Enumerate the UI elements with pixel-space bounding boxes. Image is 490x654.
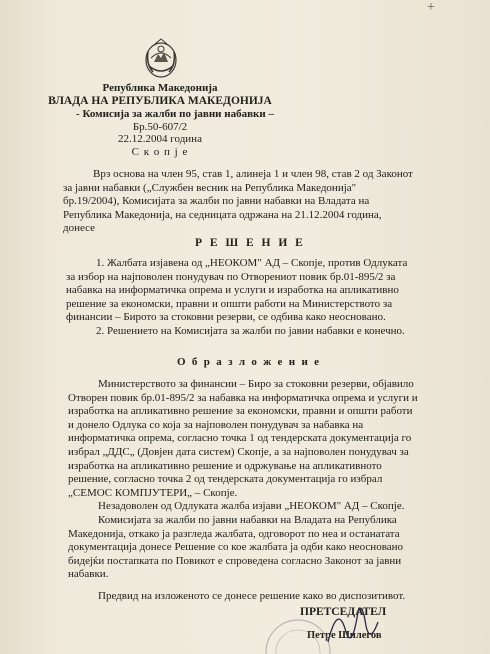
decision-line: набавка на информатичка опрема и услуги и изработка на апликативно [66, 284, 399, 297]
decision-line: 1. Жалбата изјавена од „НЕОКОМ" АД – Скопје, против Одлуката [96, 257, 408, 269]
reasoning-line: и донело Одлука со која за најповолен понудувач за набавка на [68, 418, 364, 431]
reasoning-title: О б р а з л о ж е н и е [177, 356, 321, 368]
reasoning-line: изработка на апликативно решение за економски, правни и општи работи [68, 405, 413, 418]
reasoning-paragraph [68, 378, 426, 582]
decision-line: за избор на најповолен понудувач по Отворениот повик бр.01-895/2 за [66, 270, 396, 283]
closing-line: Предвид на изложеното се донесе решение како во диспозитивот. [98, 590, 406, 602]
reasoning-line: Министерството за финансии – Биро за стоковни резерви, објавило [98, 378, 414, 390]
signature-title: ПРЕТСЕДАТЕЛ [300, 606, 387, 618]
reasoning-line: избрал „ДДС„ (Довјен дата систем) Скопје, а за најповолен понудувач за [68, 445, 409, 458]
intro-line: донесе [63, 222, 96, 235]
intro-line: Република Македонија, на седницата одржана на 21.12.2004 година, [63, 208, 382, 221]
header-republic: Република Македонија [102, 82, 218, 94]
intro-line: Врз основа на член 95, став 1, алинеја 1 и член 98, став 2 од Законот [93, 168, 413, 180]
header-city: С к о п ј е [131, 146, 189, 158]
reasoning-line: изработка на апликативно решение и одржување на апликативното [68, 459, 382, 472]
reasoning-line: Македонија, откако ја разгледа жалбата, одговорот по неа и останатата [68, 527, 400, 540]
decision-paragraph [66, 257, 424, 339]
decision-line: решение за економски, правни и општи работи на Министерството за [66, 297, 393, 310]
corner-mark: + [427, 0, 435, 15]
handwritten-signature-icon [318, 592, 388, 652]
header-date: 22.12.2004 година [118, 133, 202, 145]
reasoning-line: решение, согласно точка 2 од тендерската документација го избрал [68, 473, 383, 486]
intro-paragraph [63, 168, 421, 236]
intro-line: за јавни набавки („Службен весник на Република Македонија" [63, 181, 357, 194]
reasoning-line: „СЕМОС КОМПЈУТЕРИ„ – Скопје. [68, 486, 238, 499]
reasoning-line: набавки. [68, 568, 109, 581]
reasoning-line: Незадоволен од Одлуката жалба изјави „НЕОКОМ" АД – Скопје. [98, 500, 405, 513]
reasoning-line: бидејќи постапката по Повикот е спроведена согласно Законот за јавни [68, 554, 402, 567]
reasoning-line: документација донесе Решение со кое жалбата ја одби како неосновано [68, 541, 404, 554]
signature-name: Петре Шилегов [307, 630, 382, 641]
decision-line: 2. Решението на Комисијата за жалби по јавни набавки е конечно. [96, 324, 405, 337]
reasoning-line: Комисијата за жалби по јавни набавки на Владата на Република [98, 513, 397, 526]
header-government: ВЛАДА НА РЕПУБЛИКА МАКЕДОНИЈА [48, 95, 272, 107]
coat-of-arms-icon [143, 36, 179, 80]
intro-line: бр.19/2004), Комисијата за жалби по јавни набавки на Владата на [63, 195, 370, 208]
decision-line: финансии – Бирото за стоковни резерви, се одбива како неосновано. [66, 311, 386, 324]
decision-title: Р Е Ш Е Н И Е [195, 237, 306, 249]
reasoning-line: информатичка опрема, согласно точка 1 од тендерската документација го [68, 432, 412, 445]
header-commission: - Комисија за жалби по јавни набавки – [76, 108, 274, 120]
header-number: Бр.50-607/2 [132, 121, 188, 133]
reasoning-line: Отворен повик бр.01-895/2 за набавка на информатичка опрема и услуги и [68, 391, 418, 404]
